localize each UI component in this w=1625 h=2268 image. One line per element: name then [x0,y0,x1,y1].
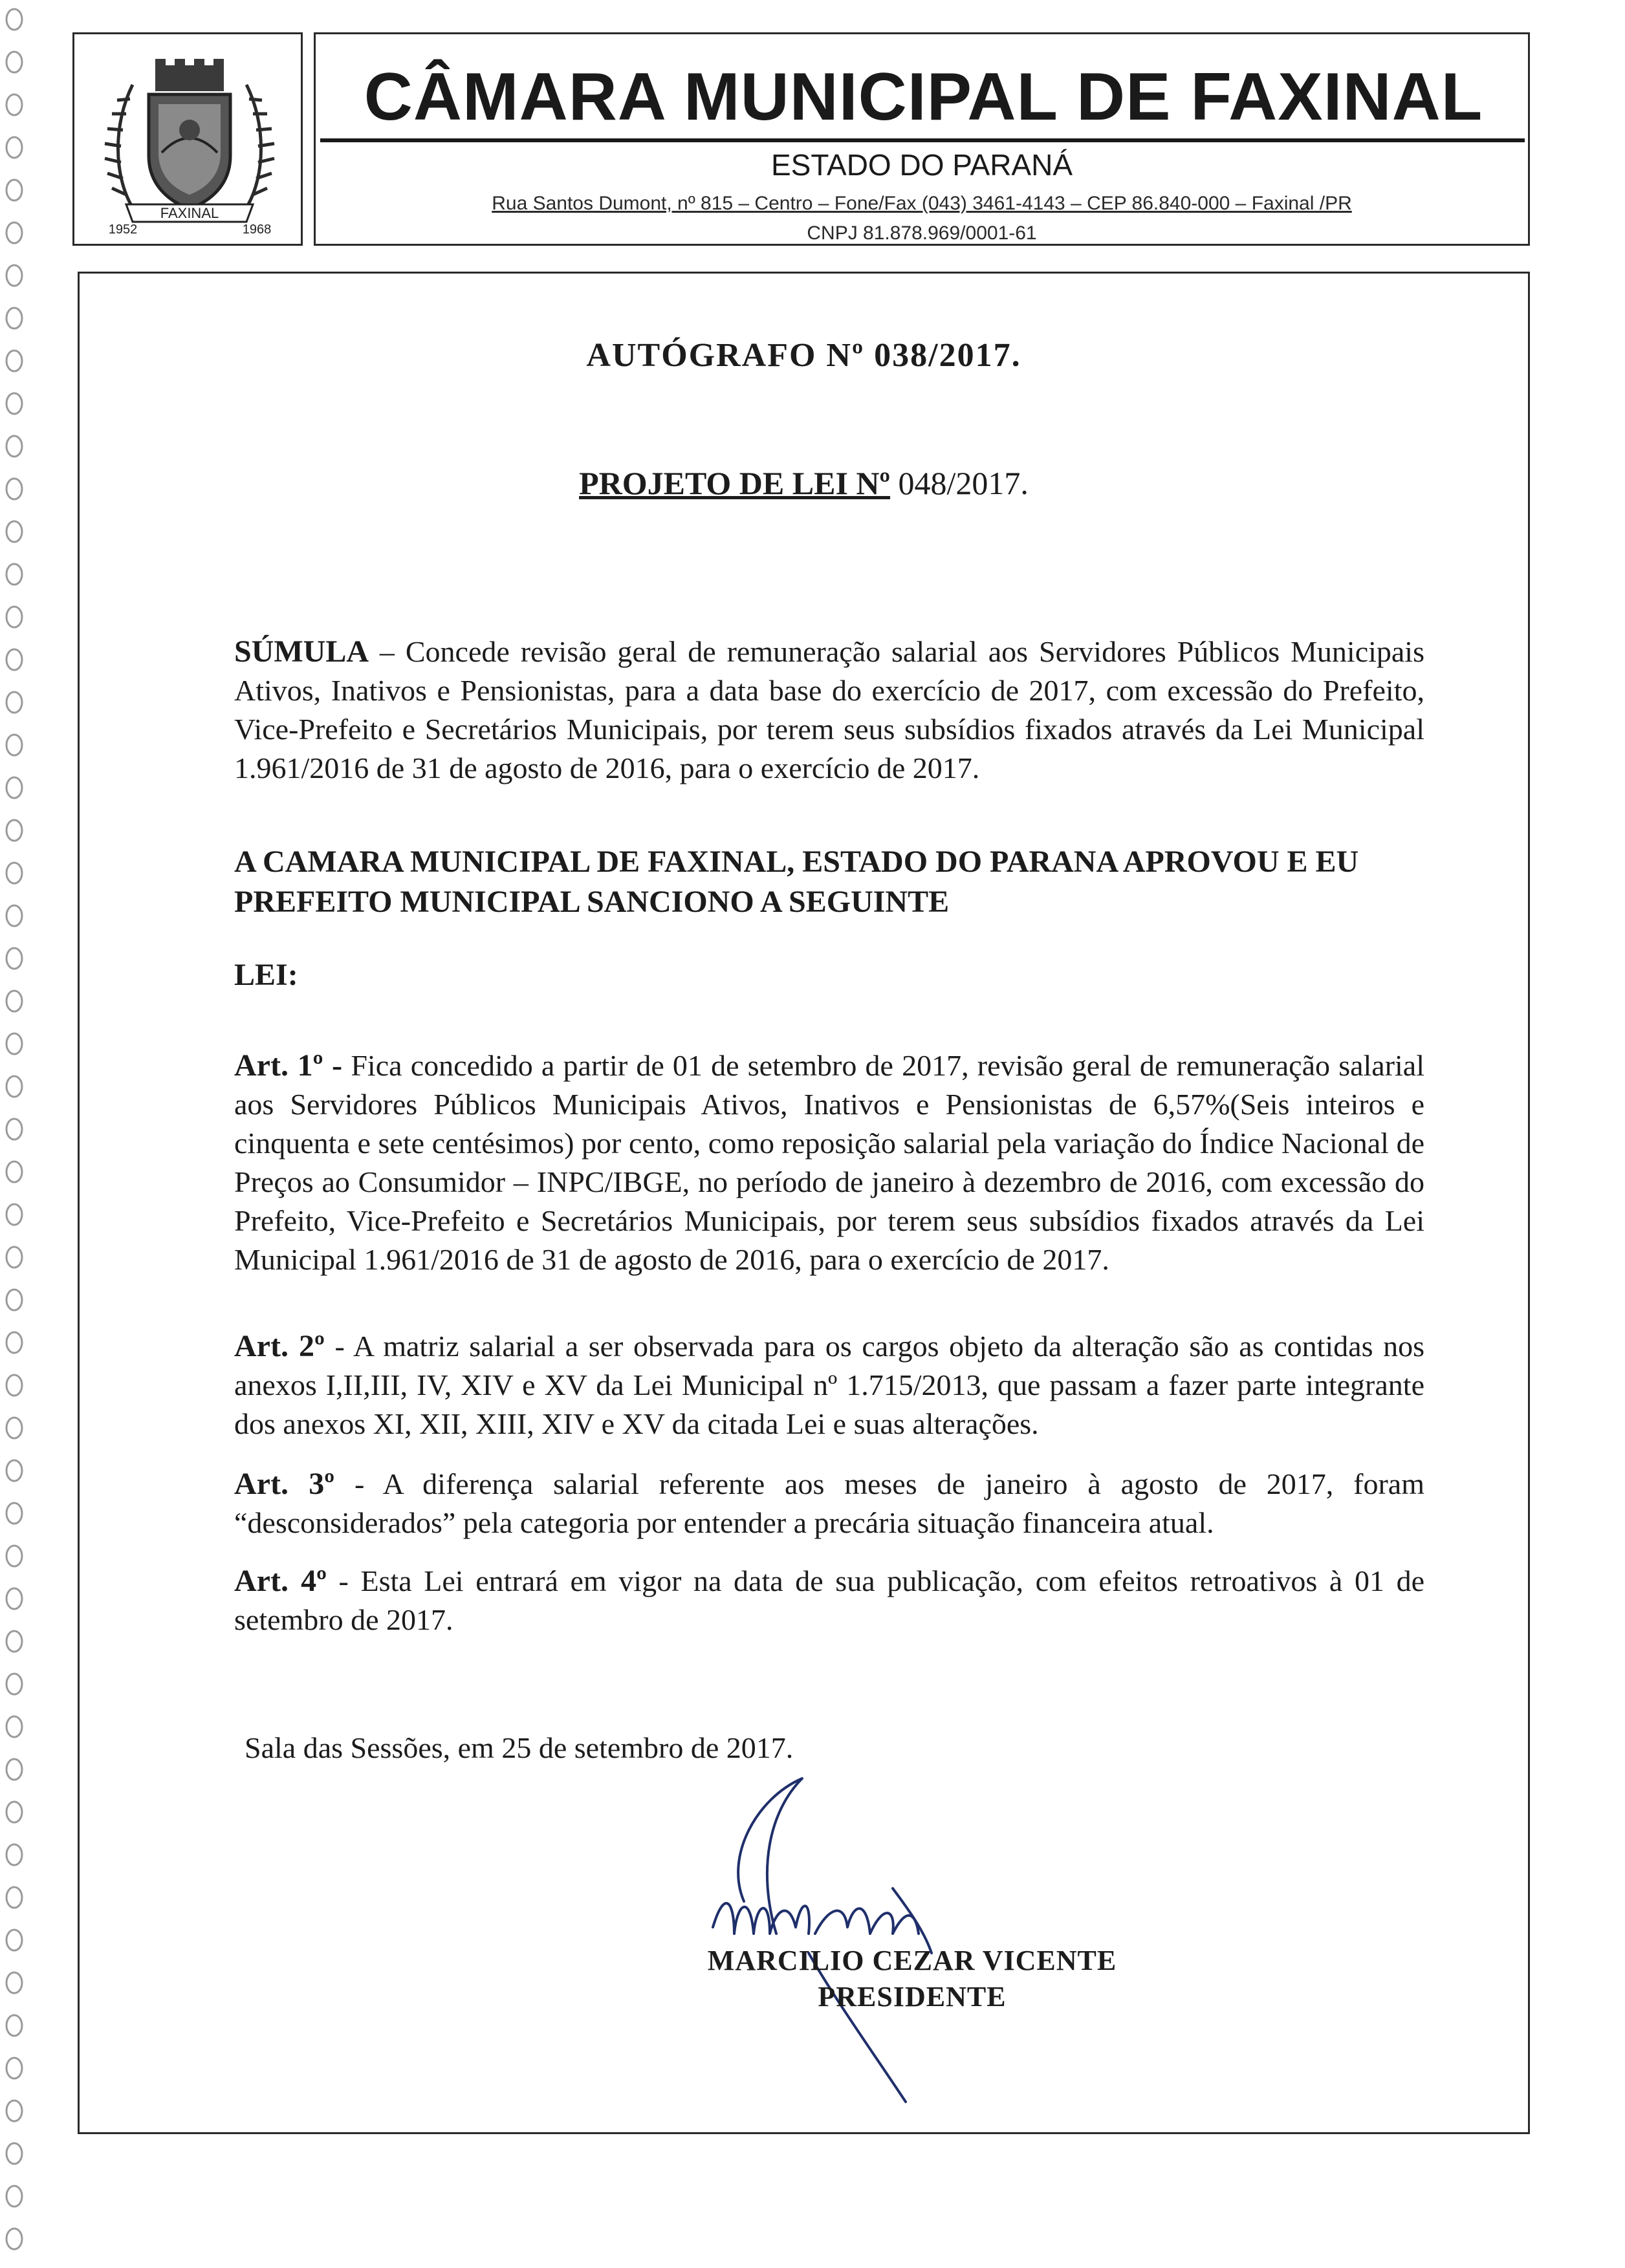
binding-hole [6,1930,22,1950]
state-name: ESTADO DO PARANÁ [770,148,1073,182]
summary-text: – Concede revisão geral de remuneração salarial aos Servidores Públicos Municipais Ativos, Inativos e Pensionistas, para a data base do exercício de 2017, com excessão do Prefeito, Vice-Prefeito e Secretários Municipais, por terem seus subsídios fixados através da Lei Municipal 1.961/2016 de 31 de agosto de 2016, para o exercício de 2017. [234,635,1424,784]
binding-hole [6,1972,22,1993]
institution-title: CÂMARA MUNICIPAL DE FAXINAL [364,59,1483,135]
bill-number [78,464,1530,502]
binding-hole [6,1119,22,1139]
binding-hole [6,1332,22,1353]
binding-hole [6,1503,22,1524]
binding-hole [6,863,22,883]
binding-hole [6,905,22,926]
article-label: Art. 2º [234,1329,325,1363]
article-text: - Esta Lei entrará em vigor na data de sua publicação, com efeitos retroativos à 01 de setembro de 2017. [234,1564,1424,1636]
cnpj-line: CNPJ 81.878.969/0001-61 [807,222,1037,244]
binding-hole [6,2143,22,2164]
binding-hole [6,1716,22,1737]
binding-hole [6,948,22,969]
binding-hole [6,393,22,414]
binding-hole [6,308,22,329]
binding-hole [6,1759,22,1780]
handwritten-signature [699,1740,996,2115]
article-3 [234,1465,1424,1542]
article-text: Fica concedido a partir de 01 de setembro de 2017, revisão geral de remuneração salarial aos Servidores Públicos Municipais Ativos, Inativos e Pensionistas de 6,57%(Seis inteiros e cinquenta e sete centésimos) por cento, como reposição salarial pela variação do Índice Nacional de Preços ao Consumidor – INPC/IBGE, no período de janeiro à dezembro de 2016, com excessão do Prefeito, Vice-Prefeito e Secretários Municipais, por terem seus subsídios fixados através da Lei Municipal 1.961/2016 de 31 de agosto de 2016, para o exercício de 2017. [234,1049,1425,1276]
binding-hole [6,1161,22,1182]
binding-hole [6,1887,22,1908]
binding-hole [6,2015,22,2036]
binding-hole [6,521,22,542]
svg-text:FAXINAL: FAXINAL [160,205,219,221]
binding-hole [6,777,22,798]
bill-number-value: 048/2017. [890,465,1029,501]
binding-holes [0,0,39,2268]
binding-hole [6,1204,22,1225]
binding-hole [6,1588,22,1609]
binding-hole [6,436,22,457]
signer-role: PRESIDENTE [818,1981,1007,2013]
law-label: LEI: [234,958,298,992]
binding-hole [6,2058,22,2079]
article-2 [234,1327,1424,1443]
binding-hole [6,180,22,200]
svg-text:1968: 1968 [242,222,272,236]
binding-hole [6,692,22,713]
binding-hole [6,137,22,158]
signer-name: MARCILIO CEZAR VICENTE [707,1945,1117,1976]
binding-hole [6,2101,22,2121]
bill-label: PROJETO DE LEI Nº [579,465,891,501]
binding-hole [6,607,22,627]
article-text: - A matriz salarial a ser observada para os cargos objeto da alteração são as contidas nos anexos I,II,III, IV, XIV e XV da Lei Municipal nº 1.715/2013, que passam a fazer parte integrante dos anexos XI, XII, XIII, XIV e XV da citada Lei e suas alterações. [234,1330,1424,1440]
binding-hole [6,1076,22,1097]
binding-hole [6,1290,22,1310]
binding-hole [6,222,22,243]
binding-hole [6,351,22,371]
binding-hole [6,1844,22,1865]
binding-hole [6,265,22,286]
binding-hole [6,1802,22,1822]
binding-hole [6,94,22,115]
binding-hole [6,1033,22,1054]
svg-text:1952: 1952 [108,222,138,236]
binding-hole [6,1375,22,1396]
municipal-coat-of-arms-icon [87,46,292,236]
binding-hole [6,1418,22,1438]
session-date: Sala das Sessões, em 25 de setembro de 2017. [245,1731,794,1764]
binding-hole [6,1546,22,1566]
binding-hole [6,1460,22,1481]
article-4 [234,1562,1424,1639]
title-rule [320,138,1525,142]
binding-hole [6,1674,22,1694]
article-label: Art. 4º [234,1564,327,1598]
autografo-title: AUTÓGRAFO Nº 038/2017. [586,337,1021,374]
binding-hole [6,479,22,499]
logo-frame [72,32,303,246]
binding-hole [6,2186,22,2207]
binding-hole [6,735,22,755]
binding-hole [6,1247,22,1268]
summary-label: SÚMULA [234,634,369,669]
binding-hole [6,649,22,670]
enactment-preamble: A CAMARA MUNICIPAL DE FAXINAL, ESTADO DO PARANA APROVOU E EU PREFEITO MUNICIPAL SANCIONO A SEGUINTE [234,845,1359,919]
address-line: Rua Santos Dumont, nº 815 – Centro – Fone/Fax (043) 3461-4143 – CEP 86.840-000 – Faxinal /PR [492,193,1352,214]
binding-hole [6,52,22,72]
binding-hole [6,820,22,841]
binding-hole [6,564,22,585]
binding-hole [6,9,22,30]
binding-hole [6,991,22,1011]
article-text: - A diferença salarial referente aos meses de janeiro à agosto de 2017, foram “desconsiderados” pela categoria por entender a precária situação financeira atual. [234,1467,1424,1539]
article-label: Art. 3º [234,1467,335,1501]
binding-hole [6,2229,22,2249]
article-1 [234,1046,1424,1279]
binding-hole [6,1631,22,1652]
summary-paragraph [234,632,1424,788]
article-label: Art. 1º - [234,1048,343,1083]
